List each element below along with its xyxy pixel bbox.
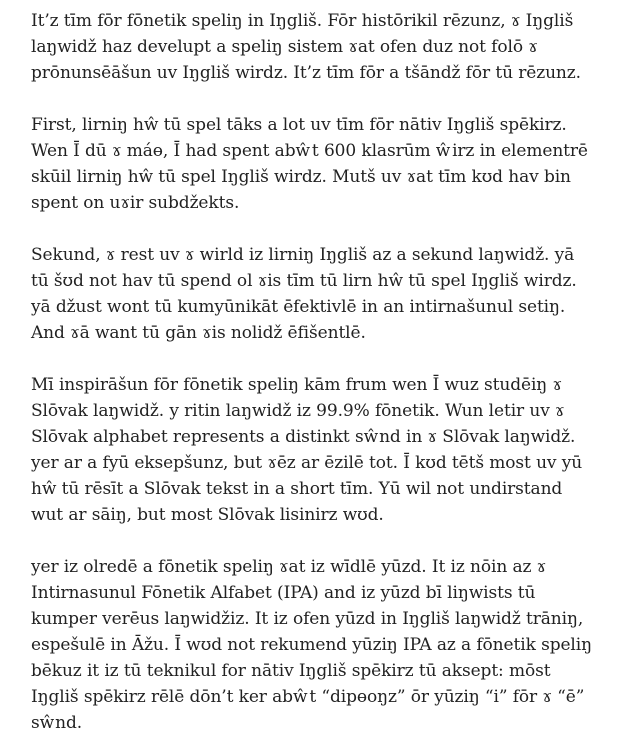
paragraph-first-reason: First, lirniŋ hŵ tū spel tāks a lot uv tīm fōr nātiv Iŋgliš spēkirz. Wen Ī dū ɤ máɵ, Ī had spent abŵt 600 klasrūm ŵirz in elementrē skūil lirniŋ hŵ tū spel Iŋgliš wirdz. Mutš uv ɤat tīm kʊd hav bin spent on uɤir subdžekts.	[31, 115, 588, 213]
paragraph-inspiration: Mī inspirāšun fōr fōnetik speliŋ kām frum wen Ī wuz studēiŋ ɤ Slōvak laŋwidž. y ritin laŋwidž iz 99.9% fōnetik. Wun letir uv ɤ Slōvak alphabet represents a distinkt sŵnd in ɤ Slōvak laŋwidž. yer ar a fyū eksepšunz, but ɤēz ar ēzilē tot. Ī kʊd tētš most uv yū hŵ tū rēsīt a Slōvak tekst in a short tīm. Yū wil not undirstand wut ar sāiŋ, but most Slōvak lisinirz wʊd.	[31, 375, 583, 525]
paragraph-second-reason: Sekund, ɤ rest uv ɤ wirld iz lirniŋ Iŋgliš az a sekund laŋwidž. yā tū šʊd not hav tū spend ol ɤis tīm tū lirn hŵ tū spel Iŋgliš wirdz. yā džust wont tū kumyūnikāt ēfektivlē in an intirnašunul setiŋ. And ɤā want tū gān ɤis nolidž ēfišentlē.	[31, 245, 577, 343]
article-body	[31, 8, 593, 736]
paragraph-intro: It’z tīm fōr fōnetik speliŋ in Iŋgliš. Fōr histōrikil rēzunz, ɤ Iŋgliš laŋwidž haz develupt a speliŋ sistem ɤat ofen duz not folō ɤ prōnunsēāšun uv Iŋgliš wirdz. It’z tīm fōr a tšāndž fōr tū rēzunz.	[31, 11, 581, 83]
paragraph-ipa: yer iz olredē a fōnetik speliŋ ɤat iz wīdlē yūzd. It iz nōin az ɤ Intirnasunul Fōnetik Alfabet (IPA) and iz yūzd bī liŋwists tū kumper verēus laŋwidžiz. It iz ofen yūzd in Iŋgliš laŋwidž trāniŋ, espešulē in Āžu. Ī wʊd not rekumend yūziŋ IPA az a fōnetik speliŋ bēkuz it iz tū teknikul for nātiv Iŋgliš spēkirz tū aksept: mōst Iŋgliš spēkirz rēlē dōn’t ker abŵt “dipɵoŋz” ōr yūziŋ “i” fōr ɤ “ē” sŵnd.	[31, 557, 592, 733]
